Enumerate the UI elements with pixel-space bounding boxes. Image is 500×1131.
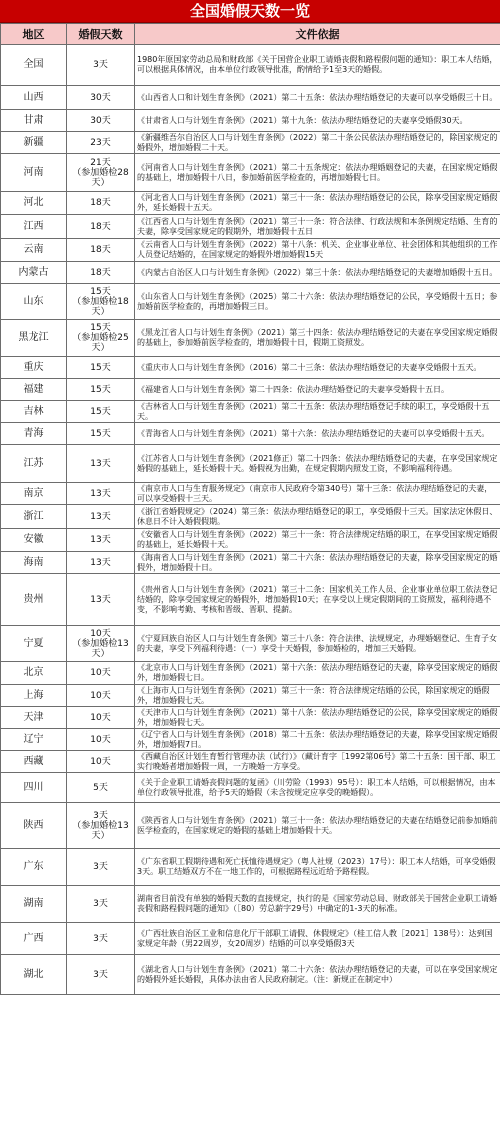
days-cell: 10天	[67, 707, 135, 729]
region-cell: 云南	[1, 239, 67, 262]
region-cell: 天津	[1, 707, 67, 729]
region-cell: 陕西	[1, 803, 67, 849]
days-cell: 13天	[67, 445, 135, 483]
table-row	[1, 955, 500, 995]
region-cell: 吉林	[1, 401, 67, 423]
column-header-basis: 文件依据	[135, 24, 500, 45]
region-cell: 山西	[1, 86, 67, 110]
days-cell: 5天	[67, 773, 135, 803]
basis-cell: 《江西省人口与计划生育条例》（2021）第三十一条：符合法律、行政法规和本条例规定结婚、生育的夫妻，除享受国家规定的假期外，增加婚假十五日	[135, 215, 500, 239]
days-cell: 3天	[67, 923, 135, 955]
region-cell: 青海	[1, 423, 67, 445]
days-cell: 3天	[67, 849, 135, 886]
region-cell: 新疆	[1, 132, 67, 154]
basis-cell: 《湖北省人口与计划生育条例》（2021）第二十六条：依法办理结婚登记的夫妻，可以在享受国家规定的婚假外延长婚假，具体办法由省人民政府制定。（注：新规正在制定中）	[135, 955, 500, 995]
basis-cell: 《安徽省人口与计划生育条例》（2022）第三十一条：符合法律规定结婚的职工，在享受国家规定婚假的基础上，延长婚假十天。	[135, 529, 500, 552]
basis-cell: 《广东省职工假期待遇和死亡抚恤待遇规定》（粤人社规（2023）17号）：职工本人结婚，可享受婚假3天。职工结婚双方不在一地工作的，可根据路程远近给予路程假。	[135, 849, 500, 886]
region-cell: 黑龙江	[1, 320, 67, 357]
region-cell: 全国	[1, 45, 67, 86]
basis-cell: 《西藏自治区计划生育暂行管理办法（试行）》（藏计育字［1992第06号》第二十五条：国干部、职工实行晚婚者增加婚假一周，一方晚婚一方享受。	[135, 751, 500, 773]
table-row	[1, 751, 500, 773]
days-cell: 15天	[67, 401, 135, 423]
days-cell: 15天	[67, 357, 135, 379]
region-cell: 湖南	[1, 886, 67, 923]
days-cell: 13天	[67, 552, 135, 574]
table-row	[1, 773, 500, 803]
days-cell: 3天	[67, 45, 135, 86]
days-cell: 23天	[67, 132, 135, 154]
days-cell: 18天	[67, 192, 135, 215]
region-cell: 江西	[1, 215, 67, 239]
basis-cell: 《福建省人口与计划生育条例》第二十四条：依法办理结婚登记的夫妻享受婚假十五日。	[135, 379, 500, 401]
column-header-region: 地区	[1, 24, 67, 45]
region-cell: 山东	[1, 284, 67, 320]
table-header-row	[1, 24, 500, 45]
table-row	[1, 284, 500, 320]
region-cell: 南京	[1, 483, 67, 505]
region-cell: 福建	[1, 379, 67, 401]
table-row	[1, 86, 500, 110]
days-cell: 13天	[67, 574, 135, 626]
region-cell: 湖北	[1, 955, 67, 995]
basis-cell: 《宁夏回族自治区人口与计划生育条例》第三十八条：符合法律、法规规定，办理婚姻登记、生育子女的夫妻，享受下列福利待遇：（一）享受十天婚假，参加婚检的，增加三天婚假。	[135, 626, 500, 662]
basis-cell: 《甘肃省人口与计划生育条例》（2021）第十九条：依法办理结婚登记的夫妻享受婚假30天。	[135, 110, 500, 132]
table-row	[1, 529, 500, 552]
days-cell: 10天	[67, 729, 135, 751]
days-cell: 3天	[67, 886, 135, 923]
basis-cell: 《辽宁省人口与计划生育条例》（2018）第二十五条：依法办理结婚登记的夫妻，除享受国家规定婚假外，增加婚假7日。	[135, 729, 500, 751]
basis-cell: 《南京市人口与生育服务规定》（南京市人民政府令第340号）第十三条：依法办理结婚登记的夫妻，可以享受婚假十三天。	[135, 483, 500, 505]
region-cell: 贵州	[1, 574, 67, 626]
table-row	[1, 574, 500, 626]
region-cell: 河北	[1, 192, 67, 215]
region-cell: 宁夏	[1, 626, 67, 662]
days-cell: 10天	[67, 751, 135, 773]
basis-cell: 《关于企业职工请婚丧假问题的复函》（川劳险（1993）95号）：职工本人结婚，可以根据情况，由本单位行政领导批准，给予5天的婚假（未含按规定应享受的晚婚假）。	[135, 773, 500, 803]
table-row	[1, 849, 500, 886]
basis-cell: 《陕西省人口与计划生育条例》（2021）第三十一条：依法办理结婚登记的夫妻在结婚登记前参加婚前医学检查的，在国家规定的婚假的基础上增加婚假十天。	[135, 803, 500, 849]
region-cell: 内蒙古	[1, 262, 67, 284]
days-cell: 3天	[67, 955, 135, 995]
region-cell: 广西	[1, 923, 67, 955]
basis-cell: 《山东省人口与计划生育条例》（2025）第二十六条：依法办理结婚登记的公民，享受婚假十五日；参加婚前医学检查的，再增加婚假三日。	[135, 284, 500, 320]
days-cell: 30天	[67, 86, 135, 110]
basis-cell: 《江苏省人口与计划生育条例》（2021修正）第二十四条：依法办理结婚登记的夫妻，在享受国家规定婚假的基础上，延长婚假十天。婚假视为出勤，在规定假期内照发工资，不影响福利待遇。	[135, 445, 500, 483]
table-row	[1, 729, 500, 751]
table-row	[1, 320, 500, 357]
region-cell: 河南	[1, 154, 67, 192]
region-cell: 海南	[1, 552, 67, 574]
region-cell: 浙江	[1, 505, 67, 529]
table-row	[1, 552, 500, 574]
table-row	[1, 445, 500, 483]
basis-cell: 《广西壮族自治区工业和信息化厅干部职工请假、休假规定》（桂工信人教［2021］138号）：达到国家规定年龄（男22周岁，女20周岁）结婚的可以享受婚假3天	[135, 923, 500, 955]
days-cell: 3天 （参加婚检13天）	[67, 803, 135, 849]
basis-cell: 《海南省人口与计划生育条例》（2021）第二十六条：依法办理结婚登记的夫妻，除享受国家规定的婚假外，增加婚假十日。	[135, 552, 500, 574]
days-cell: 18天	[67, 262, 135, 284]
region-cell: 上海	[1, 685, 67, 707]
days-cell: 15天	[67, 379, 135, 401]
table-row	[1, 357, 500, 379]
basis-cell: 《山西省人口和计划生育条例》（2021）第二十五条：依法办理结婚登记的夫妻可以享受婚假三十日。	[135, 86, 500, 110]
region-cell: 重庆	[1, 357, 67, 379]
table-row	[1, 626, 500, 662]
table-row	[1, 401, 500, 423]
days-cell: 18天	[67, 215, 135, 239]
region-cell: 江苏	[1, 445, 67, 483]
basis-cell: 《黑龙江省人口与计划生育条例》（2021）第三十四条：依法办理结婚登记的夫妻在享受国家规定婚假的基础上，参加婚前医学检查的，增加婚假十日，假期工资照发。	[135, 320, 500, 357]
table-row	[1, 483, 500, 505]
days-cell: 10天	[67, 685, 135, 707]
table-row	[1, 505, 500, 529]
table-row	[1, 262, 500, 284]
days-cell: 30天	[67, 110, 135, 132]
days-cell: 18天	[67, 239, 135, 262]
basis-cell: 《河北省人口与计划生育条例》（2021）第三十一条：依法办理结婚登记的公民，除享受国家规定婚假外，延长婚假十五天。	[135, 192, 500, 215]
days-cell: 15天 （参加婚检18天）	[67, 284, 135, 320]
basis-cell: 《青海省人口与计划生育条例》（2021）第十六条：依法办理结婚登记的夫妻可以享受婚假十五天。	[135, 423, 500, 445]
basis-cell: 湖南省目前没有单独的婚假天数的直接规定，执行的是《国家劳动总局、财政部关于国营企业职工请婚丧假和路程假问题的通知》（［80）劳总薪字29号）中确定的1-3天的标准。	[135, 886, 500, 923]
table-row	[1, 192, 500, 215]
basis-cell: 《重庆市人口与计划生育条例》（2016）第二十三条：依法办理结婚登记的夫妻享受婚假十五天。	[135, 357, 500, 379]
basis-cell: 《云南省人口与计划生育条例》（2022）第十八条：机关、企业事业单位、社会团体和其他组织的工作人员登记结婚的，在国家规定的婚假外增加婚假15天	[135, 239, 500, 262]
region-cell: 安徽	[1, 529, 67, 552]
table-row	[1, 803, 500, 849]
table-row	[1, 45, 500, 86]
basis-cell: 《吉林省人口与计划生育条例》（2021）第二十五条：依法办理结婚登记手续的职工，享受婚假十五天。	[135, 401, 500, 423]
column-header-days: 婚假天数	[67, 24, 135, 45]
table-row	[1, 685, 500, 707]
basis-cell: 《河南省人口与计划生育条例》（2021）第二十五条规定：依法办理婚姻登记的夫妻，在国家规定婚假的基础上，增加婚假十八日，参加婚前医学检查的，再增加婚假七日。	[135, 154, 500, 192]
table-row	[1, 154, 500, 192]
table-body	[1, 45, 500, 995]
basis-cell: 《北京市人口与计划生育条例》（2021）第十六条：依法办理结婚登记的夫妻，除享受国家规定的婚假外，增加婚假七日。	[135, 662, 500, 685]
days-cell: 21天 （参加婚检28天）	[67, 154, 135, 192]
basis-cell: 《浙江省婚假规定》（2024）第三条：依法办理结婚登记的职工，享受婚假十三天。国家法定休假日、休息日不计入婚假假期。	[135, 505, 500, 529]
days-cell: 15天	[67, 423, 135, 445]
days-cell: 10天	[67, 662, 135, 685]
table-row	[1, 132, 500, 154]
table-row	[1, 423, 500, 445]
basis-cell: 《贵州省人口与计划生育条例》（2021）第三十二条：国家机关工作人员、企业事业单位职工依法登记结婚的，除享受国家规定的婚假外，增加婚假10天；在享受以上规定假期间的工资照发，福利待遇不变，不影响考勤、考核和晋级、晋职、提薪。	[135, 574, 500, 626]
table-row	[1, 662, 500, 685]
days-cell: 13天	[67, 483, 135, 505]
days-cell: 13天	[67, 505, 135, 529]
table-row	[1, 707, 500, 729]
days-cell: 10天 （参加婚检13天）	[67, 626, 135, 662]
page-title: 全国婚假天数一览	[0, 0, 500, 23]
region-cell: 甘肃	[1, 110, 67, 132]
region-cell: 西藏	[1, 751, 67, 773]
region-cell: 北京	[1, 662, 67, 685]
basis-cell: 《内蒙古自治区人口与计划生育条例》（2022）第三十条：依法办理结婚登记的夫妻增加婚假十五日。	[135, 262, 500, 284]
table-row	[1, 379, 500, 401]
table-row	[1, 215, 500, 239]
marriage-leave-table	[0, 23, 500, 995]
basis-cell: 《新疆维吾尔自治区人口与计划生育条例》（2022）第二十条公民依法办理结婚登记的，除国家规定的婚假外，增加婚假二十天。	[135, 132, 500, 154]
basis-cell: 《上海市人口与计划生育条例》（2021）第三十一条：符合法律规定结婚的公民，除国家规定的婚假外，增加婚假七天。	[135, 685, 500, 707]
table-row	[1, 923, 500, 955]
region-cell: 辽宁	[1, 729, 67, 751]
region-cell: 广东	[1, 849, 67, 886]
table-row	[1, 110, 500, 132]
days-cell: 15天 （参加婚检25天）	[67, 320, 135, 357]
table-row	[1, 239, 500, 262]
basis-cell: 1980年原国家劳动总局和财政部《关于国营企业职工请婚丧假和路程假问题的通知》：职工本人结婚，可以根据具体情况，由本单位行政领导批准，酌情给予1至3天的婚假。	[135, 45, 500, 86]
days-cell: 13天	[67, 529, 135, 552]
table-row	[1, 886, 500, 923]
region-cell: 四川	[1, 773, 67, 803]
basis-cell: 《天津市人口与计划生育条例》（2021）第十八条：依法办理结婚登记的公民，除享受国家规定的婚假外，增加婚假七天。	[135, 707, 500, 729]
